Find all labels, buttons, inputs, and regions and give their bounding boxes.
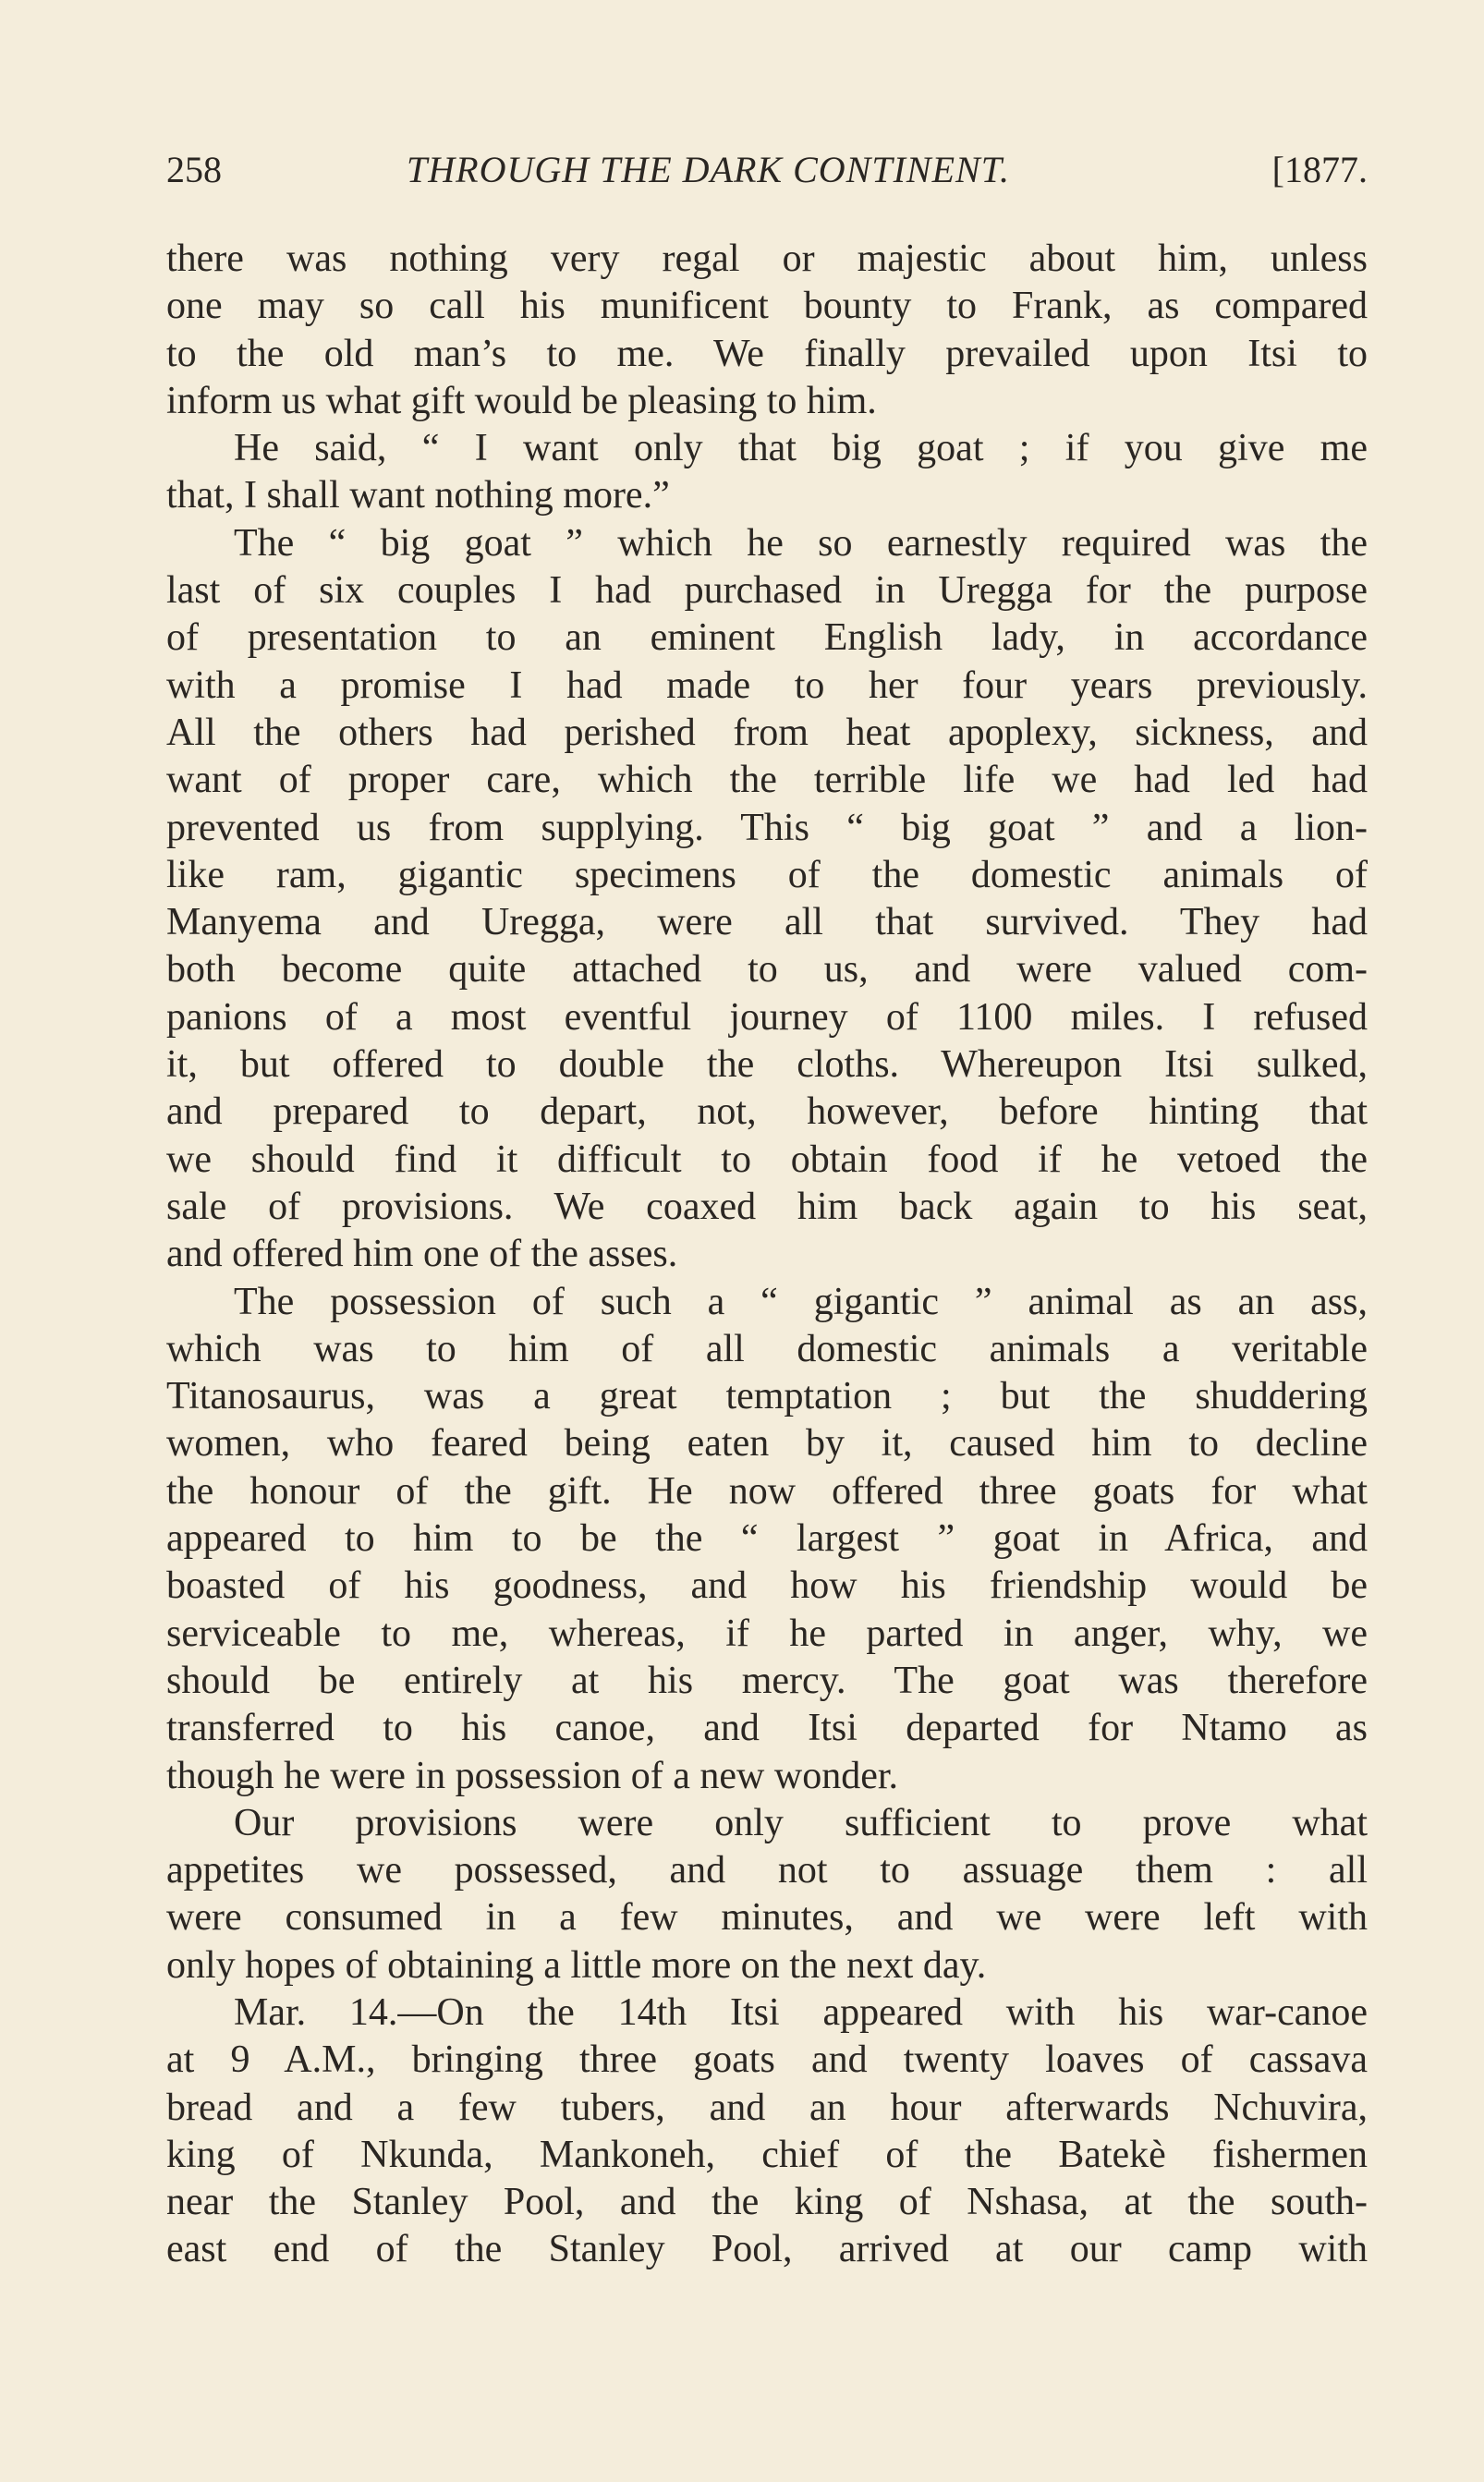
text-line: near the Stanley Pool, and the king of Nshasa, at the south-	[166, 2181, 1368, 2224]
text-line: it, but offered to double the cloths. Whereupon Itsi sulked,	[166, 1043, 1368, 1087]
text-line: Titanosaurus, was a great temptation ; but the shuddering	[166, 1375, 1368, 1418]
text-line: one may so call his munificent bounty to Frank, as compared	[166, 285, 1368, 328]
text-line: serviceable to me, whereas, if he parted in anger, why, we	[166, 1612, 1368, 1655]
text-line: prevented us from supplying. This “ big goat ” and a lion-	[166, 806, 1368, 849]
text-line: to the old man’s to me. We finally prevailed upon Itsi to	[166, 332, 1368, 375]
text-line: and prepared to depart, not, however, before hinting that	[166, 1090, 1368, 1134]
page-header	[166, 148, 1368, 203]
text-line: bread and a few tubers, and an hour afterwards Nchuvira,	[166, 2086, 1368, 2129]
text-line: though he were in possession of a new wonder.	[166, 1754, 899, 1797]
text-line: women, who feared being eaten by it, caused him to decline	[166, 1422, 1368, 1466]
text-line: like ram, gigantic specimens of the domestic animals of	[166, 853, 1368, 896]
text-line: Our provisions were only sufficient to prove what	[234, 1801, 1368, 1844]
text-line: transferred to his canoe, and Itsi departed for Ntamo as	[166, 1707, 1368, 1750]
text-line: Manyema and Uregga, were all that survived. They had	[166, 901, 1368, 944]
text-line: at 9 A.M., bringing three goats and twenty loaves of cassava	[166, 2038, 1368, 2082]
year-marker: [1877.	[1271, 149, 1368, 190]
text-line: He said, “ I want only that big goat ; if you give me	[234, 427, 1368, 470]
running-title: THROUGH THE DARK CONTINENT.	[407, 149, 1010, 190]
text-line: with a promise I had made to her four years previously.	[166, 663, 1368, 707]
text-line: last of six couples I had purchased in Uregga for the purpose	[166, 569, 1368, 613]
body-text	[166, 236, 1368, 2274]
text-line: which was to him of all domestic animals a veritable	[166, 1327, 1368, 1370]
text-line: the honour of the gift. He now offered three goats for what	[166, 1469, 1368, 1513]
text-line: east end of the Stanley Pool, arrived at our camp with	[166, 2228, 1368, 2271]
text-line: were consumed in a few minutes, and we were left with	[166, 1896, 1368, 1940]
text-line: want of proper care, which the terrible life we had led had	[166, 759, 1368, 802]
text-line: we should find it difficult to obtain food if he vetoed the	[166, 1138, 1368, 1181]
text-line: of presentation to an eminent English lady, in accordance	[166, 616, 1368, 660]
text-line: The possession of such a “ gigantic ” animal as an ass,	[234, 1280, 1368, 1323]
text-line: should be entirely at his mercy. The goat was therefore	[166, 1659, 1368, 1702]
text-line: and offered him one of the asses.	[166, 1233, 678, 1276]
text-line: All the others had perished from heat apoplexy, sickness, and	[166, 711, 1368, 754]
text-line: panions of a most eventful journey of 1100 miles. I refused	[166, 995, 1368, 1039]
text-line: appetites we possessed, and not to assuage them : all	[166, 1849, 1368, 1892]
text-line: Mar. 14.—On the 14th Itsi appeared with his war-canoe	[234, 1990, 1368, 2034]
text-line: king of Nkunda, Mankoneh, chief of the Batekè fishermen	[166, 2133, 1368, 2176]
text-line: inform us what gift would be pleasing to him.	[166, 379, 877, 422]
text-line: both become quite attached to us, and were valued com-	[166, 948, 1368, 992]
text-line: that, I shall want nothing more.”	[166, 474, 670, 517]
page-number: 258	[166, 149, 222, 190]
text-line: boasted of his goodness, and how his friendship would be	[166, 1564, 1368, 1608]
text-line: there was nothing very regal or majestic about him, unless	[166, 237, 1368, 280]
text-line: appeared to him to be the “ largest ” goat in Africa, and	[166, 1517, 1368, 1561]
text-line: sale of provisions. We coaxed him back again to his seat,	[166, 1185, 1368, 1228]
text-line: only hopes of obtaining a little more on the next day.	[166, 1943, 987, 1987]
text-line: The “ big goat ” which he so earnestly required was the	[234, 521, 1368, 565]
